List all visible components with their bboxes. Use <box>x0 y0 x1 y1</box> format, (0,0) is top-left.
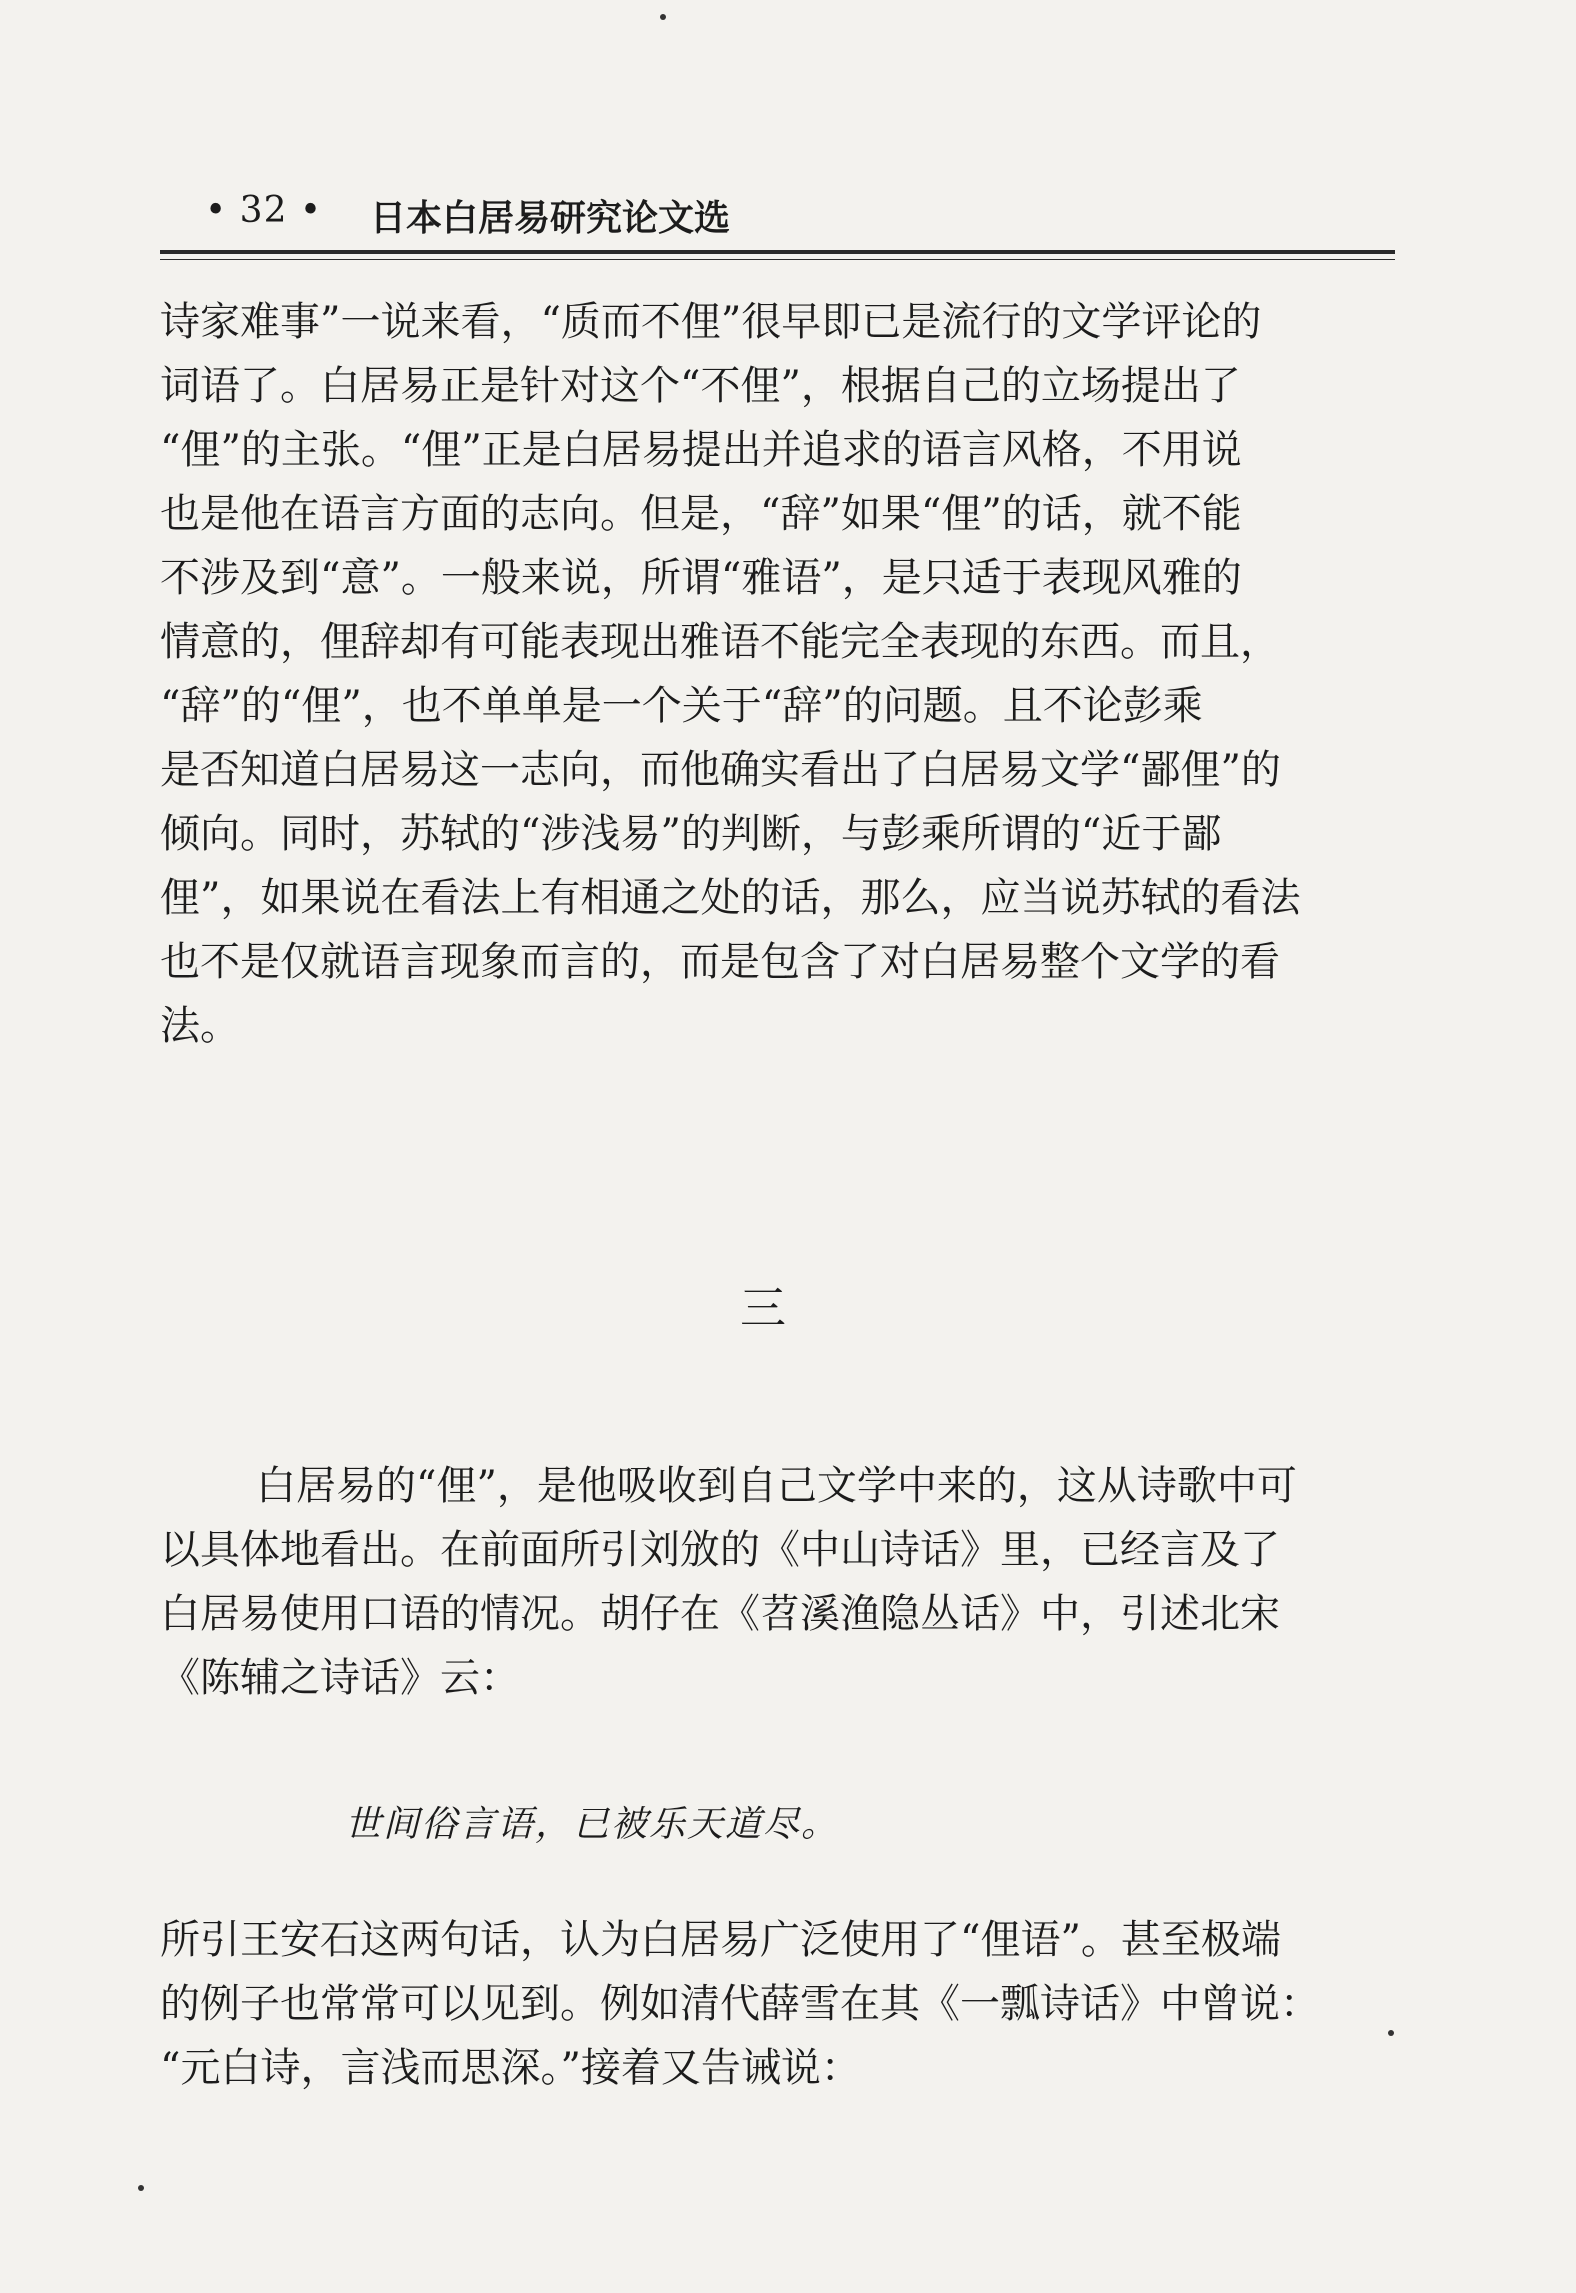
page-header <box>165 190 1395 250</box>
paragraph-3 <box>160 1908 1395 2100</box>
print-speck <box>660 14 666 20</box>
text-line: 情意的，俚辞却有可能表现出雅语不能完全表现的东西。而且， <box>160 619 1280 665</box>
block-quote: 世间俗言语，已被乐天道尽。 <box>345 1804 840 1845</box>
text-line: 所引王安石这两句话，认为白居易广泛使用了“俚语”。甚至极端 <box>160 1917 1281 1963</box>
header-rule-thin <box>160 259 1395 260</box>
text-line: 的例子也常常可以见到。例如清代薛雪在其《一瓢诗话》中曾说： <box>160 1981 1320 2027</box>
text-line: 俚”，如果说在看法上有相通之处的话，那么，应当说苏轼的看法 <box>160 875 1301 921</box>
text-line: 法。 <box>160 1003 240 1049</box>
text-line: “辞”的“俚”，也不单单是一个关于“辞”的问题。且不论彭乘 <box>160 683 1203 729</box>
text-line: “元白诗，言浅而思深。”接着又告诫说： <box>160 2045 861 2091</box>
page-number: • 32 • <box>205 190 323 231</box>
text-line: 诗家难事”一说来看，“质而不俚”很早即已是流行的文学评论的 <box>160 299 1262 345</box>
paragraph-1 <box>160 290 1395 1058</box>
section-heading: 三 <box>740 1281 790 1335</box>
print-speck <box>1388 2030 1394 2036</box>
text-line: 也不是仅就语言现象而言的，而是包含了对白居易整个文学的看 <box>160 939 1280 985</box>
paragraph-2 <box>160 1454 1395 1710</box>
text-line: 《陈辅之诗话》云： <box>160 1655 520 1701</box>
text-line: 是否知道白居易这一志向，而他确实看出了白居易文学“鄙俚”的 <box>160 747 1281 793</box>
text-line: “俚”的主张。“俚”正是白居易提出并追求的语言风格，不用说 <box>160 427 1242 473</box>
text-line: 不涉及到“意”。一般来说，所谓“雅语”，是只适于表现风雅的 <box>160 555 1242 601</box>
text-line: 白居易使用口语的情况。胡仔在《苕溪渔隐丛话》中，引述北宋 <box>160 1591 1280 1637</box>
header-rule-thick <box>160 250 1395 254</box>
book-title: 日本白居易研究论文选 <box>370 198 731 239</box>
text-line: 倾向。同时，苏轼的“涉浅易”的判断，与彭乘所谓的“近于鄙 <box>160 811 1222 857</box>
text-line: 白居易的“俚”，是他吸收到自己文学中来的，这从诗歌中可 <box>256 1463 1297 1509</box>
print-speck <box>138 2185 144 2191</box>
text-line: 词语了。白居易正是针对这个“不俚”，根据自己的立场提出了 <box>160 363 1241 409</box>
text-line: 也是他在语言方面的志向。但是，“辞”如果“俚”的话，就不能 <box>160 491 1242 537</box>
text-line: 以具体地看出。在前面所引刘攽的《中山诗话》里，已经言及了 <box>160 1527 1280 1573</box>
